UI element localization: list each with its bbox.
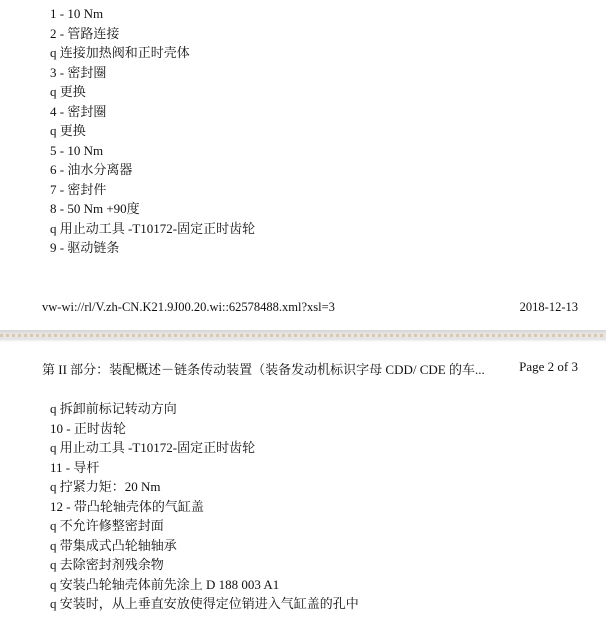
list-item: q 用止动工具 -T10172-固定正时齿轮 (50, 221, 256, 236)
list-item: q 去除密封剂残余物 (50, 557, 164, 572)
list-item: q 更换 (50, 123, 86, 138)
page-separator-rule (0, 334, 606, 337)
list-item: q 拧紧力矩：20 Nm (50, 479, 161, 494)
list-item: 9 - 驱动链条 (50, 240, 120, 255)
list-item: 4 - 密封圈 (50, 104, 107, 119)
list-item: 6 - 油水分离器 (50, 162, 133, 177)
list-item: 1 - 10 Nm (50, 6, 104, 21)
list-item: 5 - 10 Nm (50, 143, 104, 158)
list-item: 12 - 带凸轮轴壳体的气缸盖 (50, 499, 204, 514)
list-item: 11 - 导杆 (50, 460, 100, 475)
footer-document-url: vw-wi://rl/V.zh-CN.K21.9J00.20.wi::62578488.xml?xsl=3 (42, 300, 335, 314)
list-item: 3 - 密封圈 (50, 65, 107, 80)
list-item: 7 - 密封件 (50, 182, 107, 197)
list-item: 2 - 管路连接 (50, 26, 120, 41)
list-item: q 连接加热阀和正时壳体 (50, 45, 190, 60)
list-item: q 不允许修整密封面 (50, 518, 164, 533)
list-item: q 安装凸轮轴壳体前先涂上 D 188 003 A1 (50, 577, 280, 592)
list-item: 10 - 正时齿轮 (50, 421, 126, 436)
page-header-title: 第 II 部分：装配概述－链条传动装置（装备发动机标识字母 CDD/ CDE 的车... (42, 362, 485, 377)
list-item: q 更换 (50, 84, 86, 99)
list-item: q 用止动工具 -T10172-固定正时齿轮 (50, 440, 256, 455)
list-item: q 带集成式凸轮轴轴承 (50, 538, 177, 553)
footer-date: 2018-12-13 (519, 300, 578, 314)
list-item: 8 - 50 Nm +90度 (50, 201, 140, 216)
list-item: q 安装时，从上垂直安放使得定位销进入气缸盖的孔中 (50, 596, 359, 611)
list-item: q 拆卸前标记转动方向 (50, 401, 177, 416)
page-number-label: Page 2 of 3 (519, 359, 578, 374)
